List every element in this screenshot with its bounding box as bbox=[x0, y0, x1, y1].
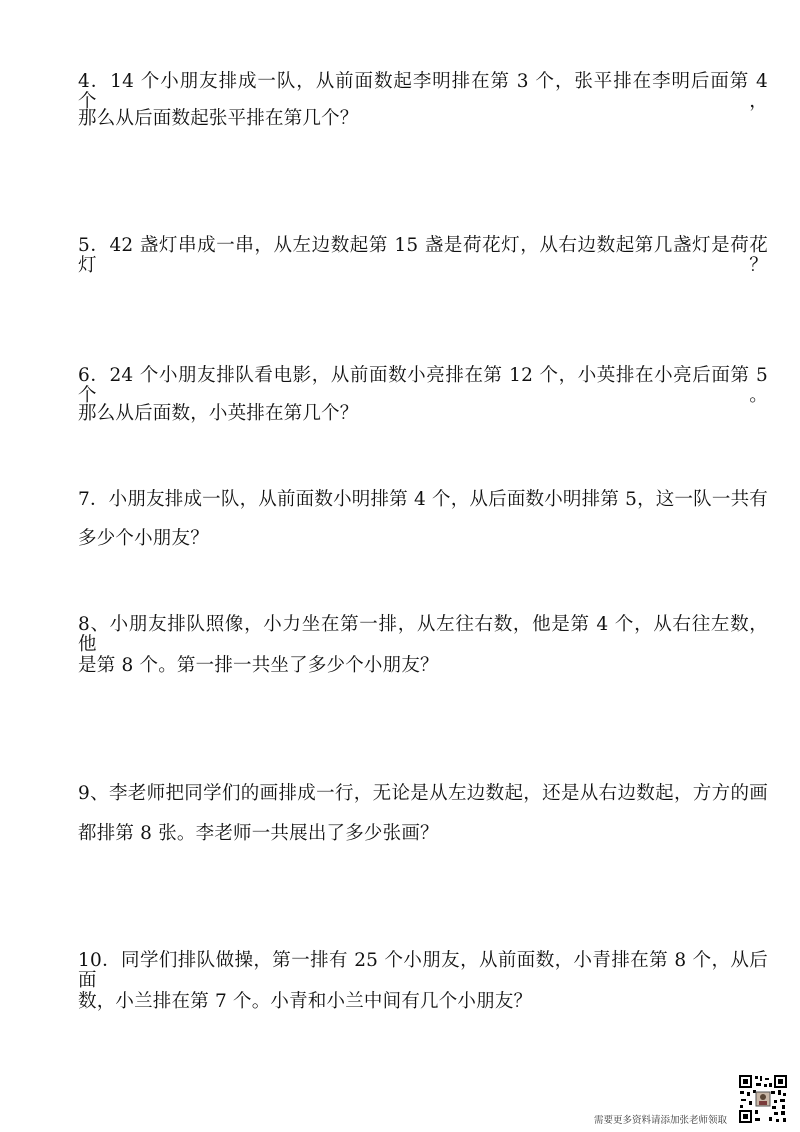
problem-line: 5．42 盏灯串成一串，从左边数起第 15 盏是荷花灯，从右边数起第几盏灯是荷花灯？ bbox=[78, 235, 768, 276]
problem-line: 8、小朋友排队照像，小力坐在第一排，从左往右数，他是第 4 个，从右往左数，他 bbox=[78, 614, 768, 655]
problem-10 bbox=[78, 951, 768, 1012]
qr-code-icon bbox=[738, 1074, 788, 1124]
problem-line: 4．14 个小朋友排成一队，从前面数起李明排在第 3 个，张平排在李明后面第 4 个， bbox=[78, 71, 768, 112]
problem-6 bbox=[78, 366, 768, 424]
problem-line: 那么从后面数，小英排在第几个？ bbox=[78, 403, 359, 424]
problem-line: 6．24 个小朋友排队看电影，从前面数小亮排在第 12 个，小英排在小亮后面第 5 个。 bbox=[78, 365, 768, 406]
problem-line: 10．同学们排队做操，第一排有 25 个小朋友，从前面数，小青排在第 8 个，从后面 bbox=[78, 950, 768, 991]
problem-line: 是第 8 个。第一排一共坐了多少个小朋友？ bbox=[78, 655, 439, 676]
problem-line: 多少个小朋友？ bbox=[78, 528, 209, 549]
problem-line: 那么从后面数起张平排在第几个？ bbox=[78, 108, 359, 129]
problem-4 bbox=[78, 72, 768, 129]
problem-9 bbox=[78, 784, 768, 844]
problem-7 bbox=[78, 490, 768, 549]
problem-line: 7．小朋友排成一队，从前面数小明排第 4 个，从后面数小明排第 5，这一队一共有 bbox=[78, 489, 768, 510]
footer-note: 需要更多资料请添加张老师领取 bbox=[594, 1115, 728, 1126]
problem-line: 9、李老师把同学们的画排成一行，无论是从左边数起，还是从右边数起，方方的画 bbox=[78, 783, 768, 804]
problem-5 bbox=[78, 235, 768, 276]
problem-line: 数，小兰排在第 7 个。小青和小兰中间有几个小朋友？ bbox=[78, 991, 533, 1012]
problem-8 bbox=[78, 615, 768, 676]
problem-line: 都排第 8 张。李老师一共展出了多少张画？ bbox=[78, 823, 439, 844]
